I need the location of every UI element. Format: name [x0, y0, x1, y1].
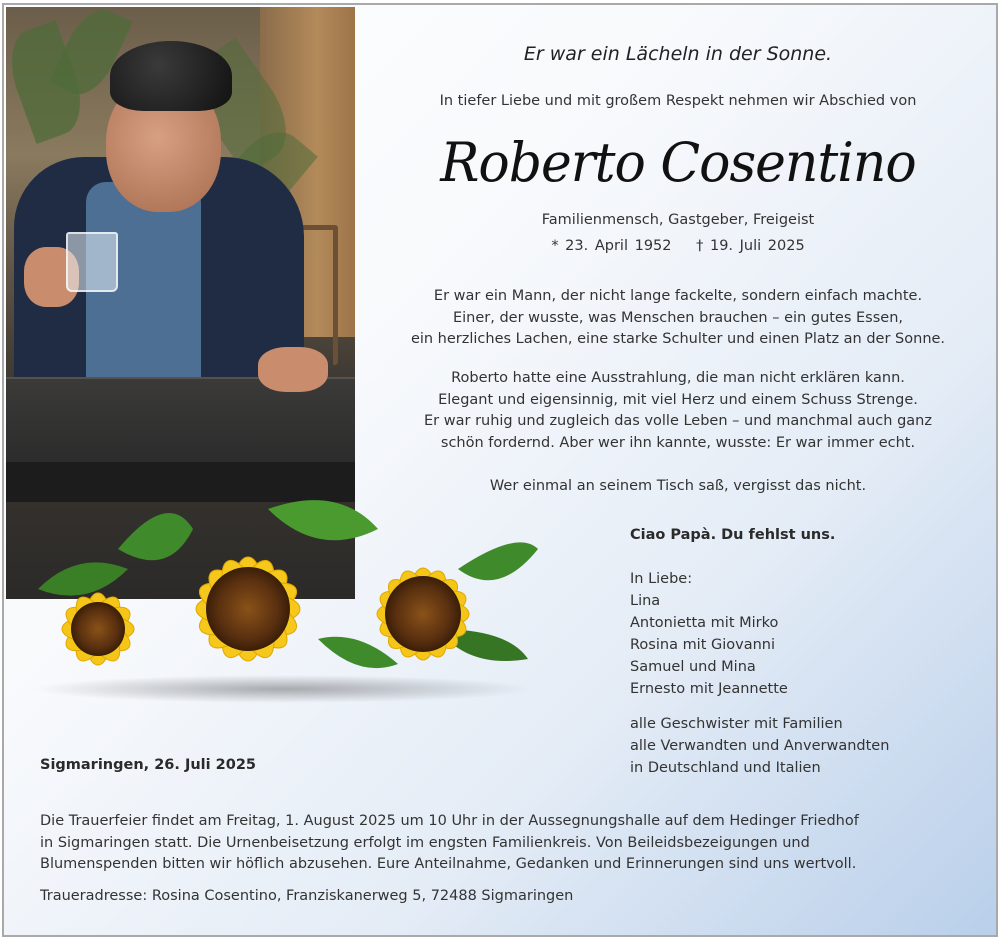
in-love-label: In Liebe:: [630, 571, 693, 587]
extended-family: [630, 713, 889, 779]
text-line: Einer, der wusste, was Menschen brauchen – ein gutes Essen,: [452, 309, 903, 326]
ceremony-notice: [40, 811, 960, 876]
obituary-card: [2, 3, 998, 937]
text-line: Die Trauerfeier findet am Freitag, 1. August 2025 um 10 Uhr in der Aussegnungshalle auf dem Hedinger Friedhof: [40, 813, 859, 829]
deceased-name: Roberto Cosentino: [440, 131, 916, 195]
tribute-paragraph-2: [356, 368, 998, 454]
mourning-address: Traueradresse: Rosina Cosentino, Franziskanerweg 5, 72488 Sigmaringen: [40, 888, 574, 904]
farewell-line: Ciao Papà. Du fehlst uns.: [630, 527, 836, 543]
tribute-paragraph-3: Wer einmal an seinem Tisch saß, vergisst das nicht.: [489, 478, 867, 494]
text-line: ein herzliches Lachen, eine starke Schulter und einen Platz an der Sonne.: [410, 331, 946, 347]
mourner-name: Lina: [630, 593, 661, 609]
sunflower-bouquet-image: [18, 489, 548, 714]
text-line: Blumenspenden bitten wir höflich abzusehen. Eure Anteilnahme, Gedanken und Erinnerungen sind uns wertvoll.: [40, 856, 857, 872]
tagline: Er war ein Lächeln in der Sonne.: [523, 43, 833, 65]
death-date: † 19. Juli 2025: [696, 238, 805, 254]
mourner-name: Antonietta mit Mirko: [630, 615, 779, 631]
mourners-list: [630, 568, 788, 700]
birth-date: * 23. April 1952: [551, 238, 672, 254]
text-line: Elegant und eigensinnig, mit viel Herz und einem Schuss Strenge.: [438, 391, 918, 408]
text-line: Er war ein Mann, der nicht lange fackelte, sondern einfach machte.: [433, 288, 923, 304]
text-line: alle Verwandten und Anverwandten: [630, 738, 890, 754]
text-line: in Deutschland und Italien: [630, 760, 821, 776]
place-and-date: Sigmaringen, 26. Juli 2025: [40, 757, 257, 773]
life-dates: [356, 238, 998, 254]
text-line: alle Geschwister mit Familien: [630, 716, 843, 732]
text-line: Roberto hatte eine Ausstrahlung, die man nicht erklären kann.: [451, 370, 905, 386]
text-line: schön fordernd. Aber wer ihn kannte, wusste: Er war immer echt.: [440, 434, 916, 451]
mourner-name: Rosina mit Giovanni: [630, 637, 776, 653]
text-line: in Sigmaringen statt. Die Urnenbeisetzung erfolgt im engsten Familienkreis. Von Beileidsbezeigungen und: [40, 834, 810, 851]
text-line: Er war ruhig und zugleich das volle Leben – und manchmal auch ganz: [424, 413, 932, 429]
intro-text: In tiefer Liebe und mit großem Respekt nehmen wir Abschied von: [439, 93, 917, 109]
tribute-paragraph-1: [356, 286, 998, 351]
descriptors: Familienmensch, Gastgeber, Freigeist: [541, 212, 815, 228]
mourner-name: Ernesto mit Jeannette: [630, 681, 788, 697]
mourner-name: Samuel und Mina: [630, 659, 756, 675]
